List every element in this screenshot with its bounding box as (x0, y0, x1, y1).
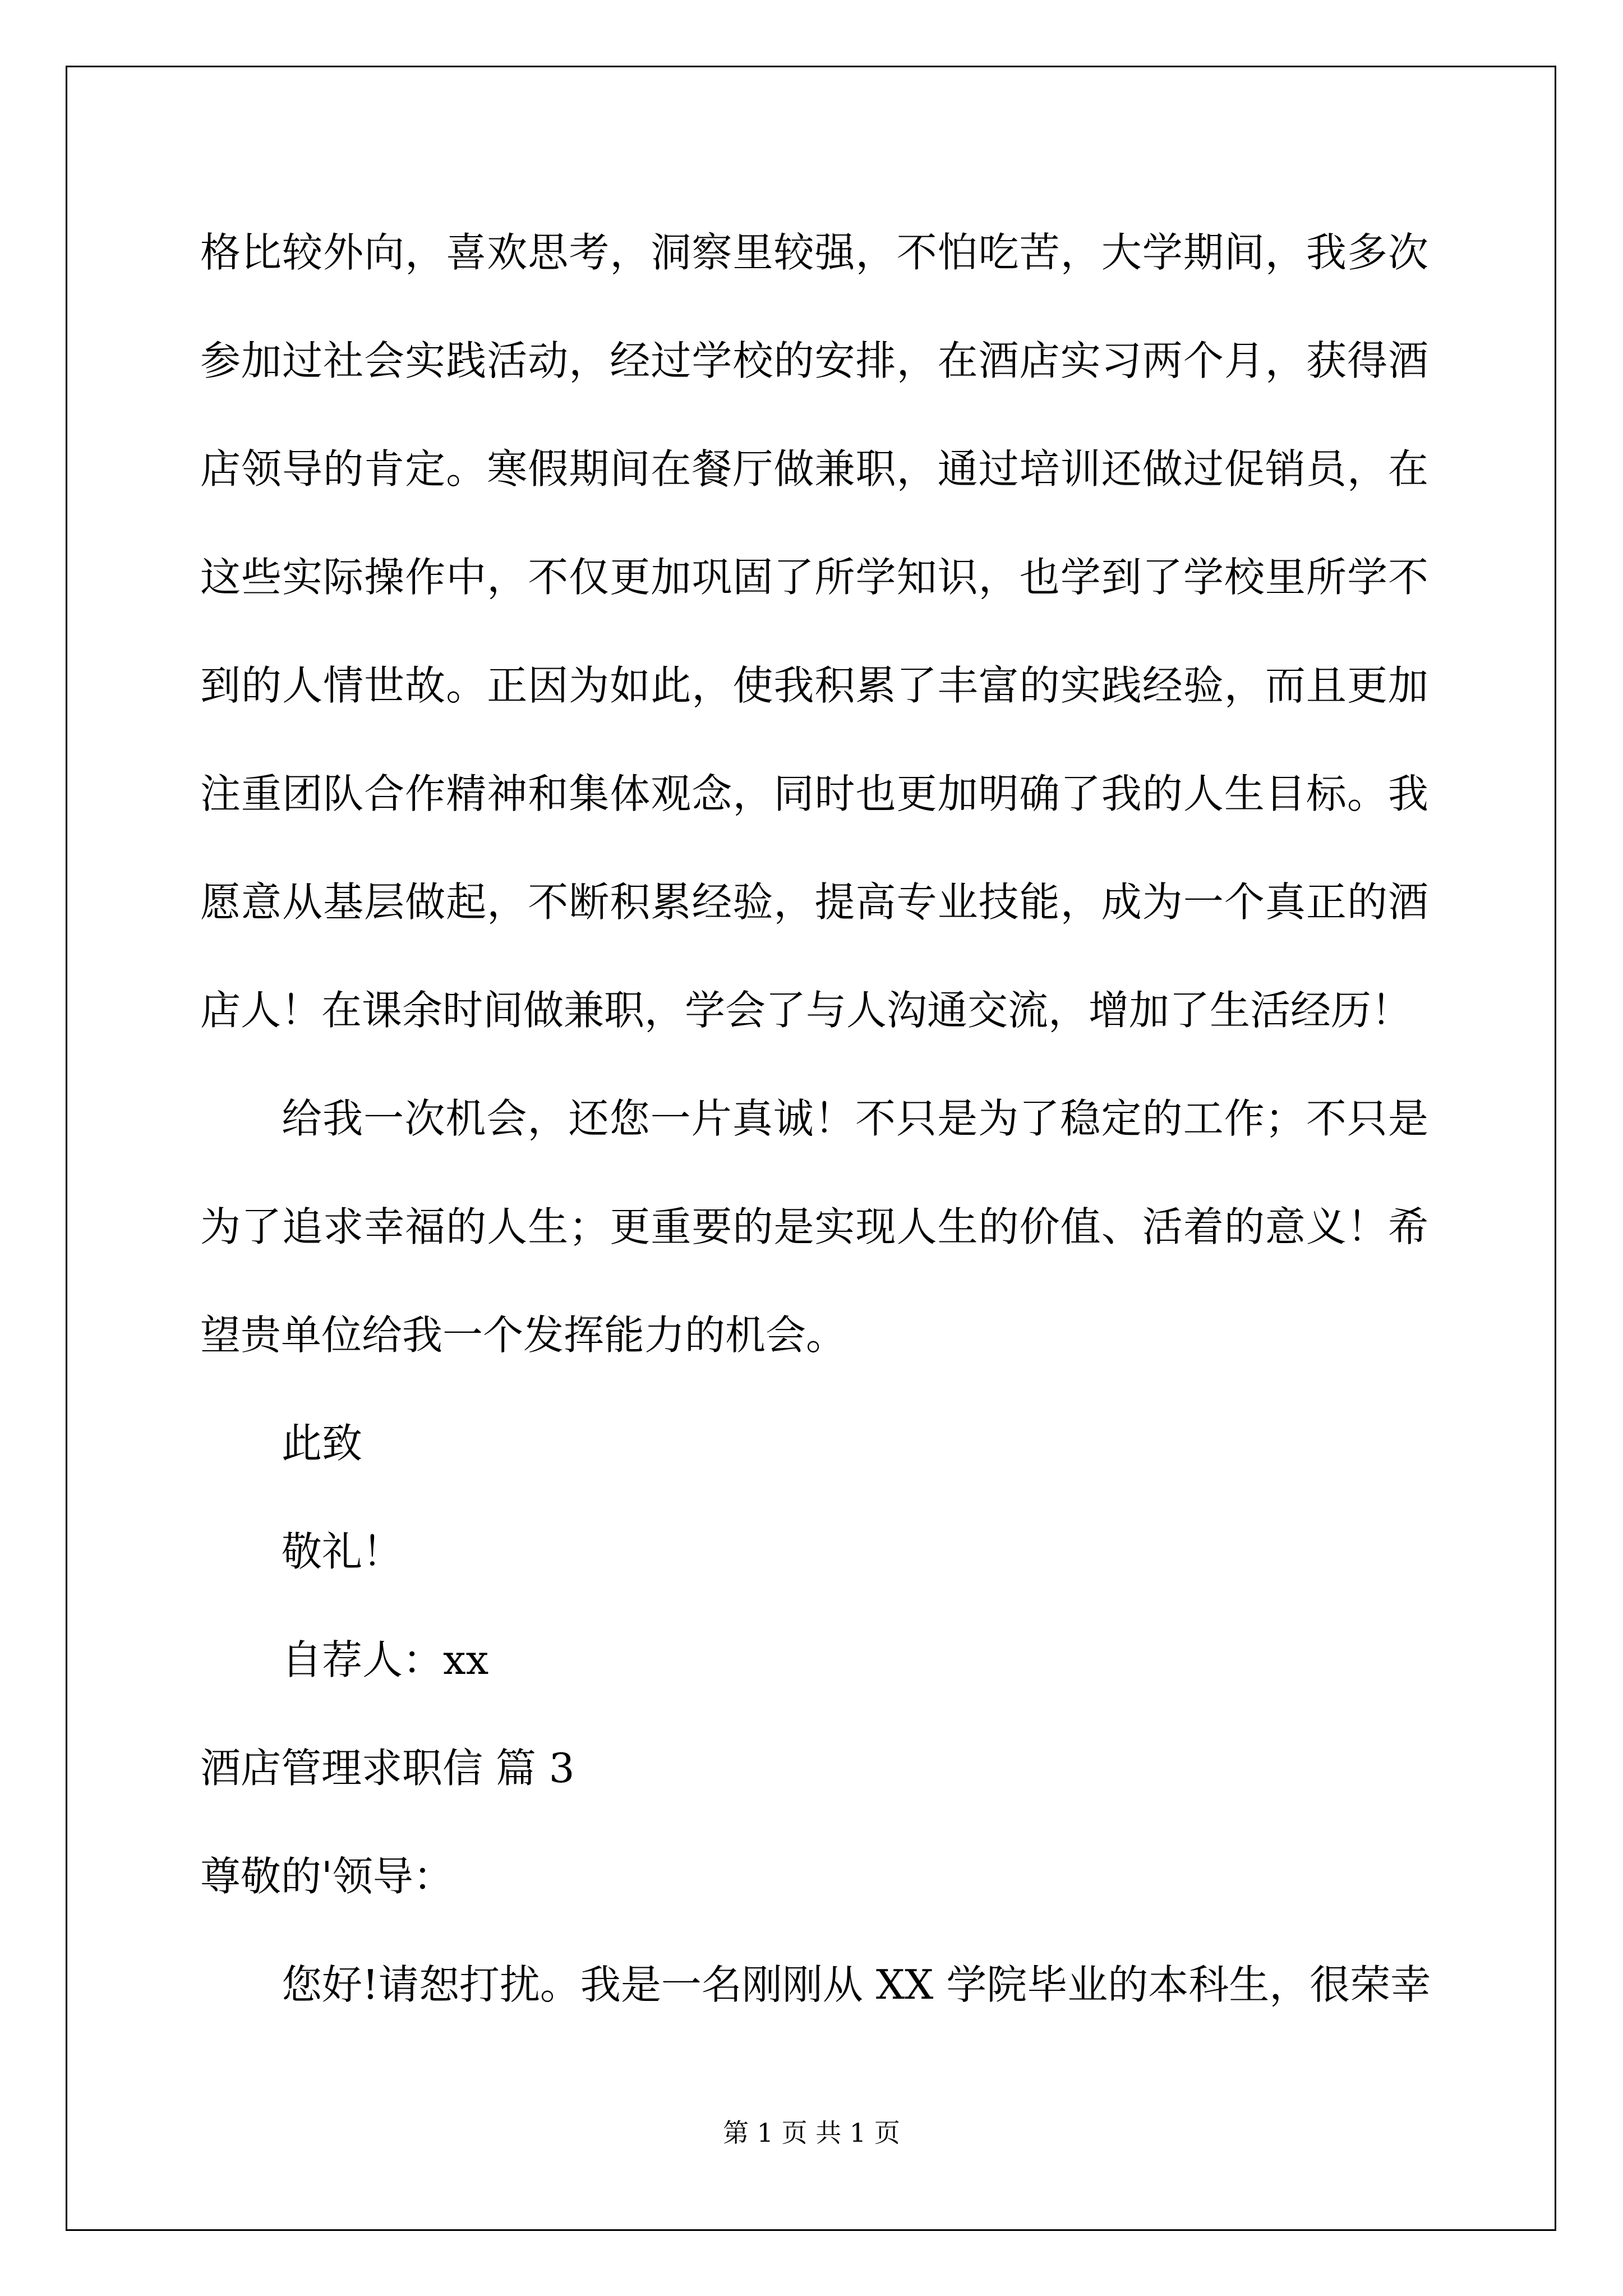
signature-line: 自荐人：xx (282, 1636, 489, 1683)
page-footer: 第 1 页 共 1 页 (723, 2118, 900, 2148)
paragraph-line: 这些实际操作中，不仅更加巩固了所学知识，也学到了学校里所学不 (200, 554, 1428, 601)
page-border (66, 66, 1556, 2231)
closing-regards: 敬礼！ (282, 1528, 403, 1575)
paragraph-line: 注重团队合作精神和集体观念，同时也更加明确了我的人生目标。我 (200, 770, 1428, 817)
paragraph-line: 给我一次机会，还您一片真诚！不只是为了稳定的工作；不只是 (282, 1095, 1428, 1142)
paragraph-line: 到的人情世故。正因为如此，使我积累了丰富的实践经验，而且更加 (200, 662, 1428, 709)
letter-greeting: 尊敬的'领导： (200, 1853, 454, 1900)
paragraph-line: 望贵单位给我一个发挥能力的机会。 (200, 1312, 847, 1359)
section-heading: 酒店管理求职信 篇 3 (200, 1745, 575, 1792)
closing-salutation: 此致 (282, 1420, 363, 1467)
paragraph-line: 您好!请恕打扰。我是一名刚刚从 XX 学院毕业的本科生，很荣幸 (282, 1961, 1431, 2008)
paragraph-line: 为了追求幸福的人生；更重要的是实现人生的价值、活着的意义！希 (200, 1203, 1428, 1250)
paragraph-line: 格比较外向，喜欢思考，洞察里较强，不怕吃苦，大学期间，我多次 (200, 229, 1428, 276)
paragraph-line: 愿意从基层做起，不断积累经验，提高专业技能，成为一个真正的酒 (200, 878, 1428, 926)
paragraph-line: 参加过社会实践活动，经过学校的安排，在酒店实习两个月，获得酒 (200, 337, 1428, 384)
paragraph-line: 店领导的肯定。寒假期间在餐厅做兼职，通过培训还做过促销员，在 (200, 445, 1428, 493)
paragraph-line: 店人！在课余时间做兼职，学会了与人沟通交流，增加了生活经历！ (200, 987, 1412, 1034)
